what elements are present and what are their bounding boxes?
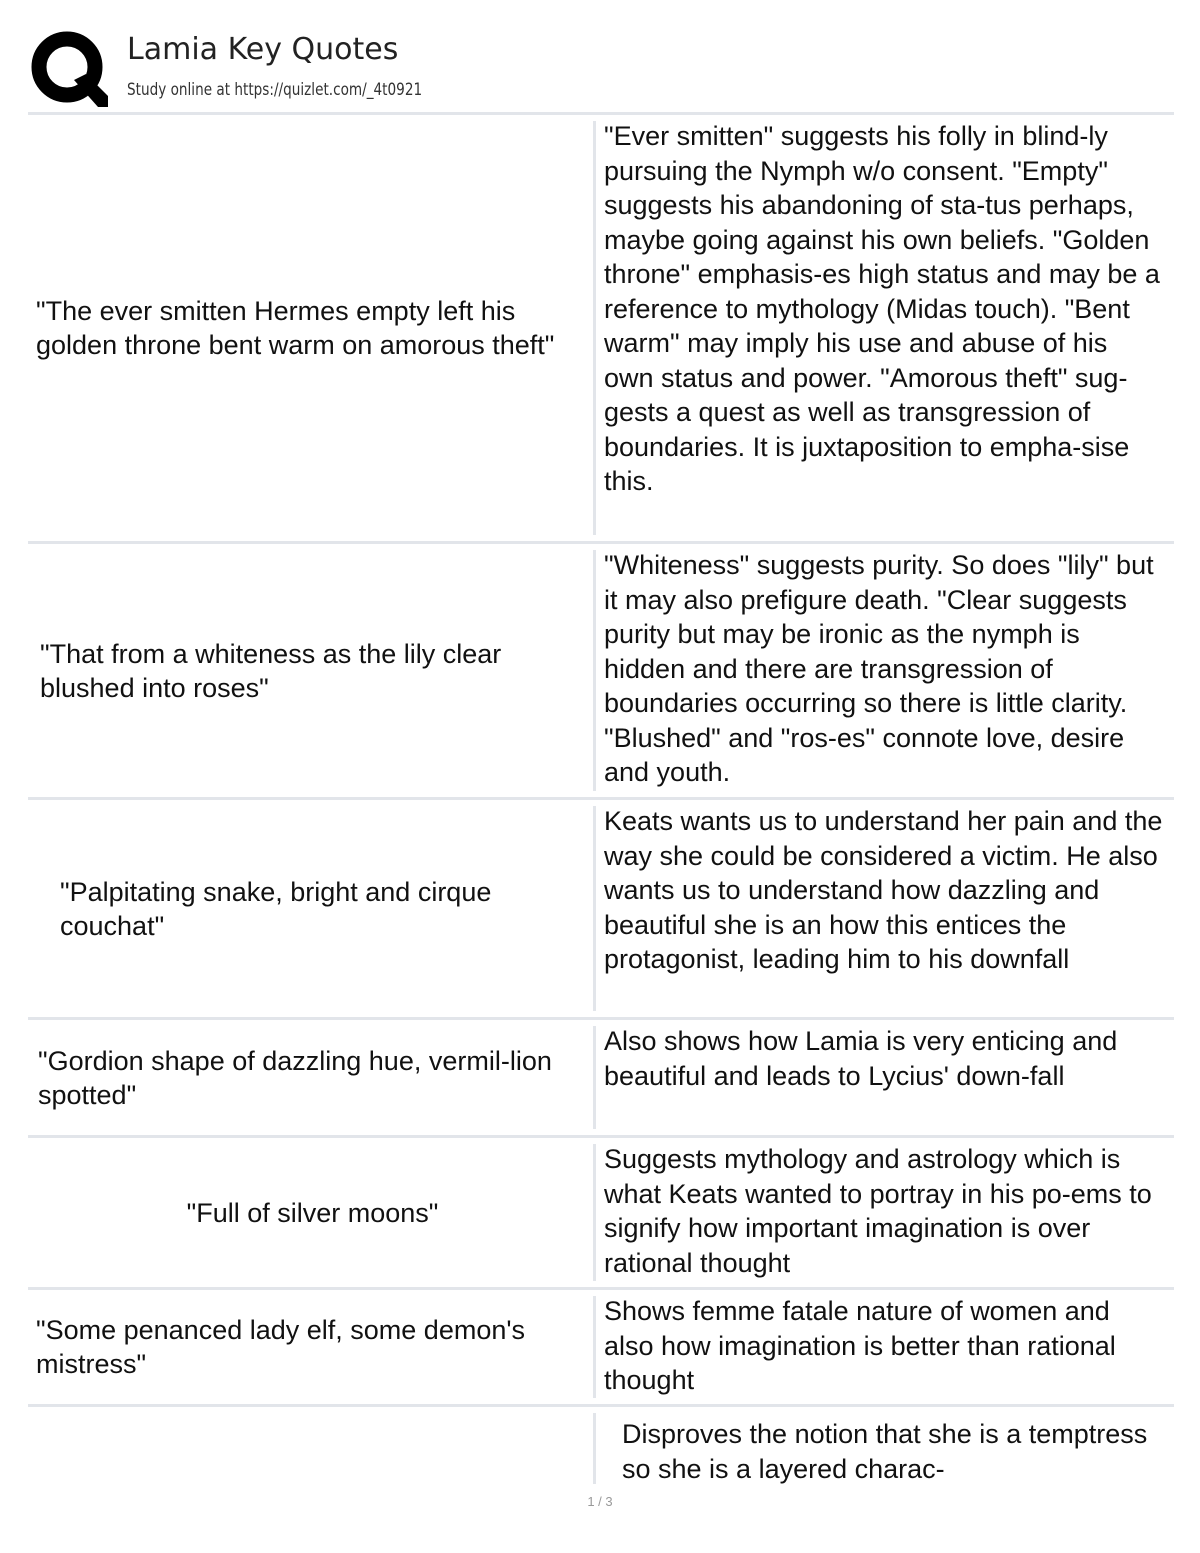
card-term [28, 1290, 593, 1404]
flashcard [28, 1404, 1174, 1490]
card-definition: Shows femme fatale nature of women and also how imagination is better than rational thought [604, 1296, 1116, 1395]
flashcard [28, 797, 1174, 1017]
flashcard-list [28, 112, 1174, 1490]
quizlet-logo-icon [30, 30, 108, 108]
document-title: Lamia Key Quotes [127, 32, 399, 67]
card-term [28, 1020, 593, 1135]
flashcard [28, 1287, 1174, 1404]
flashcard [28, 1017, 1174, 1135]
card-definition: "Whiteness" suggests purity. So does "lily" but it may also prefigure death. "Clear suggests purity but may be ironic as the nymph is hidden and there are transgression of boundaries occurring so there is little clarity. "Blushed" and "ros-es" connote love, desire and youth. [604, 550, 1154, 787]
term-text: "The ever smitten Hermes empty left his golden throne bent warm on amorous theft" [36, 296, 555, 360]
card-definition: Suggests mythology and astrology which is what Keats wanted to portray in his po-ems to signify how important imagination is over rational thought [604, 1144, 1152, 1278]
term-text: "That from a whiteness as the lily clear blushed into roses" [40, 638, 502, 703]
card-definition: Disproves the notion that she is a temptress so she is a layered charac- [622, 1419, 1148, 1484]
card-term [28, 1407, 593, 1490]
card-definition: Also shows how Lamia is very enticing and beautiful and leads to Lycius' down-fall [604, 1026, 1118, 1091]
study-online-link[interactable]: Study online at https://quizlet.com/_4t0921 [127, 80, 423, 100]
flashcard [28, 1135, 1174, 1287]
card-term [28, 1138, 593, 1287]
card-definition: Keats wants us to understand her pain and the way she could be considered a victim. He also wants us to understand how dazzling and beautiful she is an how this entices the protagonist, leading him to his downfall [604, 806, 1163, 974]
card-term [28, 800, 593, 1017]
term-text: "Gordion shape of dazzling hue, vermil-lion spotted" [38, 1045, 552, 1110]
card-term [28, 115, 593, 541]
card-definition: "Ever smitten" suggests his folly in blind-ly pursuing the Nymph w/o consent. "Empty" suggests his abandoning of sta-tus perhaps, maybe going against his own beliefs. "Golden throne" emphasis-es high status and may be a reference to mythology (Midas touch). "Bent warm" may imply his use and abuse of his own status and power. "Amorous theft" sug-gests a quest as well as transgression of boundaries. It is juxtaposition to empha-sise this. [604, 121, 1160, 496]
card-term [28, 544, 593, 797]
term-text: "Some penanced lady elf, some demon's mistress" [36, 1315, 526, 1379]
flashcard [28, 112, 1174, 541]
flashcard [28, 541, 1174, 797]
term-text: "Full of silver moons" [186, 1197, 439, 1228]
term-text: "Palpitating snake, bright and cirque couchat" [60, 876, 492, 941]
page-indicator: 1 / 3 [587, 1494, 613, 1509]
